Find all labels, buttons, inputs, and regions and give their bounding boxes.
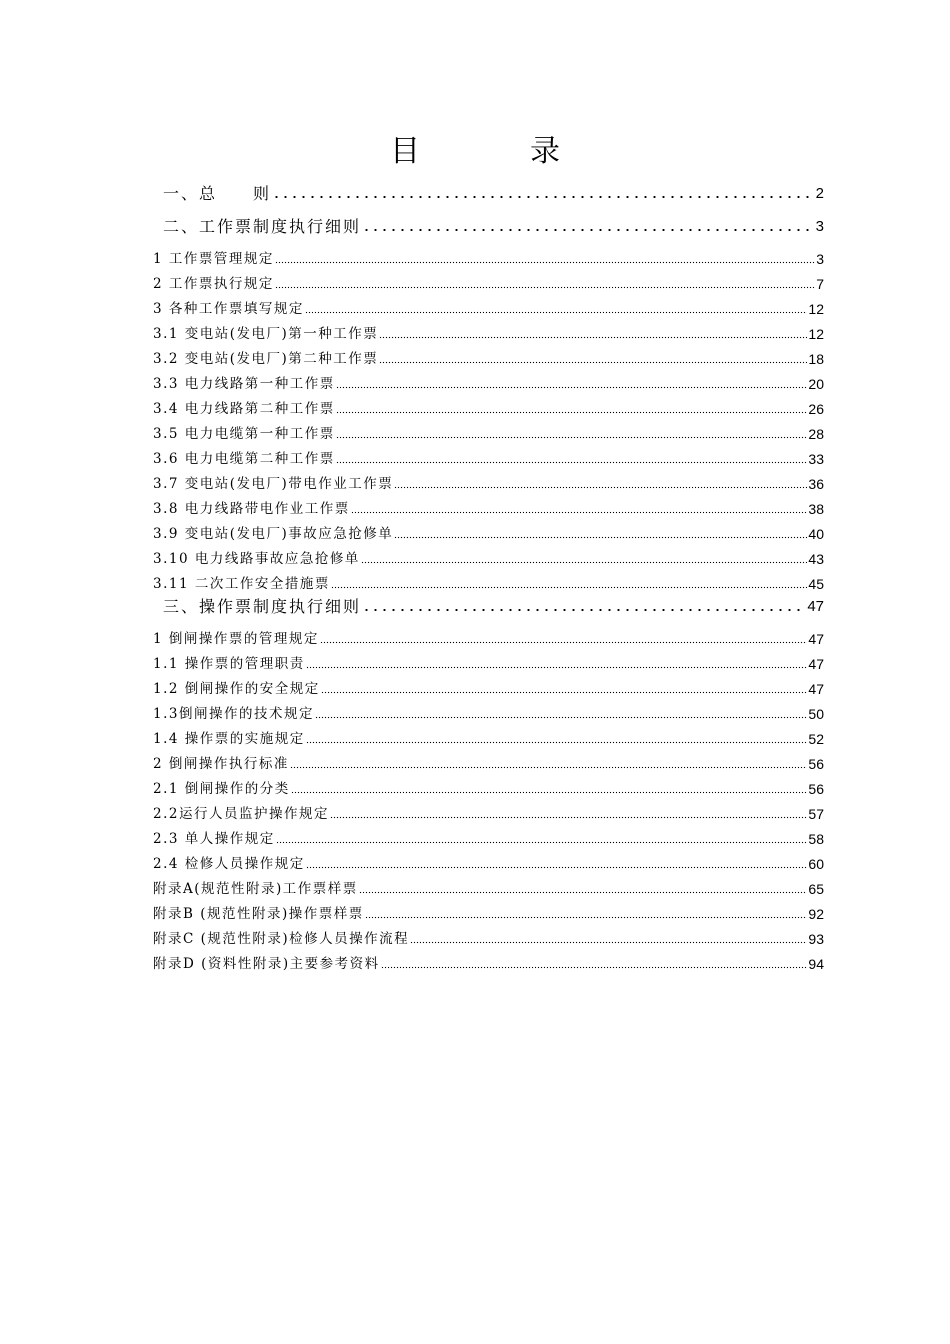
toc-entry[interactable] — [153, 748, 824, 773]
toc-entry-page: 12 — [808, 326, 824, 342]
toc-dot-leader — [321, 690, 808, 694]
toc-dot-leader — [315, 715, 807, 719]
toc-dot-leader — [351, 510, 808, 514]
toc-entry-page: 18 — [808, 351, 824, 367]
toc-entry-page: 40 — [808, 526, 824, 542]
toc-entry-label: 1.4 操作票的实施规定 — [153, 731, 305, 747]
toc-entry-page: 36 — [808, 476, 824, 492]
toc-entry-label: 2.2运行人员监护操作规定 — [153, 806, 329, 822]
toc-entry[interactable] — [153, 343, 824, 368]
toc-entry-label: 2 工作票执行规定 — [153, 276, 274, 292]
toc-dot-leader — [276, 840, 808, 844]
toc-entry[interactable] — [153, 673, 824, 698]
toc-entry-chapter-1[interactable] — [153, 172, 824, 205]
toc-entry-label: 附录A(规范性附录)工作票样票 — [153, 881, 358, 897]
toc-entry-label: 1 工作票管理规定 — [153, 251, 274, 267]
toc-entry-page: 47 — [807, 598, 824, 615]
toc-entry[interactable] — [153, 493, 824, 518]
toc-dot-leader — [336, 385, 808, 389]
toc-entry-label: 3.8 电力线路带电作业工作票 — [153, 501, 350, 517]
toc-entry-page: 45 — [808, 576, 824, 592]
toc-entry-label: 附录C (规范性附录)检修人员操作流程 — [153, 931, 410, 947]
toc-dot-leader — [362, 227, 815, 233]
toc-dot-leader — [361, 560, 808, 564]
toc-dot-leader — [336, 410, 808, 414]
toc-entry-label: 2 倒闸操作执行标准 — [153, 756, 289, 772]
toc-entry-label: 2.3 单人操作规定 — [153, 831, 275, 847]
toc-dot-leader — [306, 665, 808, 669]
toc-entry-page: 56 — [808, 781, 824, 797]
toc-entry-page: 93 — [808, 931, 824, 947]
toc-entry-chapter-2[interactable] — [153, 205, 824, 238]
toc-entry[interactable] — [153, 518, 824, 543]
toc-entry-page: 26 — [808, 401, 824, 417]
toc-entry-label: 1.1 操作票的管理职责 — [153, 656, 305, 672]
toc-entry[interactable] — [153, 443, 824, 468]
toc-entry-page: 58 — [808, 831, 824, 847]
toc-entry-page: 47 — [808, 631, 824, 647]
toc-dot-leader — [336, 460, 808, 464]
toc-entry[interactable] — [153, 623, 824, 648]
toc-dot-leader — [379, 360, 807, 364]
toc-dot-leader — [306, 865, 808, 869]
toc-entry[interactable] — [153, 393, 824, 418]
toc-entry-label: 三、操作票制度执行细则 — [163, 597, 362, 616]
toc-entry[interactable] — [153, 318, 824, 343]
toc-entry-label: 二、工作票制度执行细则 — [163, 217, 362, 236]
toc-dot-leader — [275, 285, 815, 289]
toc-entry-label: 3.11 二次工作安全措施票 — [153, 576, 330, 592]
table-of-contents — [153, 172, 824, 973]
toc-dot-leader — [306, 740, 808, 744]
toc-entry-page: 92 — [808, 906, 824, 922]
toc-entry[interactable] — [153, 948, 824, 973]
toc-entry-label: 3.9 变电站(发电厂)事故应急抢修单 — [153, 526, 394, 542]
toc-entry-page: 2 — [815, 185, 824, 202]
toc-entry[interactable] — [153, 468, 824, 493]
toc-entry-label: 1.3倒闸操作的技术规定 — [153, 706, 314, 722]
toc-dot-leader — [305, 310, 808, 314]
toc-entry[interactable] — [153, 648, 824, 673]
toc-entry-label: 3.4 电力线路第二种工作票 — [153, 401, 335, 417]
toc-entry-page: 56 — [808, 756, 824, 772]
toc-entry-label: 3.7 变电站(发电厂)带电作业工作票 — [153, 476, 394, 492]
toc-dot-leader — [365, 915, 808, 919]
toc-entry-label: 一、总 则 — [163, 184, 272, 203]
toc-dot-leader — [379, 335, 807, 339]
toc-entry-label: 3.2 变电站(发电厂)第二种工作票 — [153, 351, 379, 367]
toc-entry[interactable] — [153, 418, 824, 443]
toc-entry[interactable] — [153, 798, 824, 823]
toc-entry-label: 附录B (规范性附录)操作票样票 — [153, 906, 364, 922]
toc-dot-leader — [410, 940, 807, 944]
toc-dot-leader — [272, 194, 815, 200]
toc-entry-label: 2.4 检修人员操作规定 — [153, 856, 305, 872]
toc-dot-leader — [381, 965, 808, 969]
toc-entry-page: 47 — [808, 656, 824, 672]
toc-entry-page: 50 — [808, 706, 824, 722]
toc-entry[interactable] — [153, 543, 824, 568]
toc-dot-leader — [331, 585, 808, 589]
toc-dot-leader — [330, 815, 807, 819]
toc-entry[interactable] — [153, 268, 824, 293]
toc-entry-chapter-3[interactable] — [153, 593, 824, 618]
toc-dot-leader — [291, 790, 808, 794]
toc-entry[interactable] — [153, 823, 824, 848]
toc-entry[interactable] — [153, 568, 824, 593]
page-title: 目 录 — [390, 134, 600, 169]
toc-entry[interactable] — [153, 698, 824, 723]
toc-entry-page: 47 — [808, 681, 824, 697]
toc-dot-leader — [336, 435, 808, 439]
toc-entry-label: 3.6 电力电缆第二种工作票 — [153, 451, 335, 467]
toc-entry-page: 20 — [808, 376, 824, 392]
toc-entry-label: 3.1 变电站(发电厂)第一种工作票 — [153, 326, 379, 342]
toc-entry-label: 3.10 电力线路事故应急抢修单 — [153, 551, 360, 567]
toc-entry[interactable] — [153, 368, 824, 393]
toc-entry-label: 1.2 倒闸操作的安全规定 — [153, 681, 320, 697]
toc-entry-label: 3.3 电力线路第一种工作票 — [153, 376, 335, 392]
toc-entry-page: 28 — [808, 426, 824, 442]
toc-entry-page: 33 — [808, 451, 824, 467]
toc-entry[interactable] — [153, 773, 824, 798]
toc-dot-leader — [394, 535, 807, 539]
toc-entry-page: 7 — [816, 276, 824, 292]
toc-entry-label: 1 倒闸操作票的管理规定 — [153, 631, 319, 647]
toc-dot-leader — [362, 607, 806, 613]
toc-dot-leader — [394, 485, 807, 489]
toc-entry-page: 52 — [808, 731, 824, 747]
toc-dot-leader — [275, 260, 815, 264]
toc-dot-leader — [290, 765, 808, 769]
toc-entry[interactable] — [153, 898, 824, 923]
toc-entry-page: 60 — [808, 856, 824, 872]
toc-entry-label: 3 各种工作票填写规定 — [153, 301, 304, 317]
toc-entry-page: 43 — [808, 551, 824, 567]
toc-entry-label: 3.5 电力电缆第一种工作票 — [153, 426, 335, 442]
toc-entry-label: 2.1 倒闸操作的分类 — [153, 781, 290, 797]
toc-entry-page: 3 — [815, 218, 824, 235]
toc-entry-page: 12 — [808, 301, 824, 317]
toc-entry-page: 57 — [808, 806, 824, 822]
toc-entry-page: 38 — [808, 501, 824, 517]
toc-entry[interactable] — [153, 243, 824, 268]
toc-dot-leader — [320, 640, 808, 644]
toc-entry-page: 94 — [808, 956, 824, 972]
toc-entry[interactable] — [153, 873, 824, 898]
toc-entry[interactable] — [153, 923, 824, 948]
toc-entry[interactable] — [153, 848, 824, 873]
toc-entry-page: 65 — [808, 881, 824, 897]
toc-entry-page: 3 — [816, 251, 824, 267]
toc-entry[interactable] — [153, 293, 824, 318]
toc-entry[interactable] — [153, 723, 824, 748]
toc-dot-leader — [359, 890, 808, 894]
toc-entry-label: 附录D (资料性附录)主要参考资料 — [153, 956, 380, 972]
